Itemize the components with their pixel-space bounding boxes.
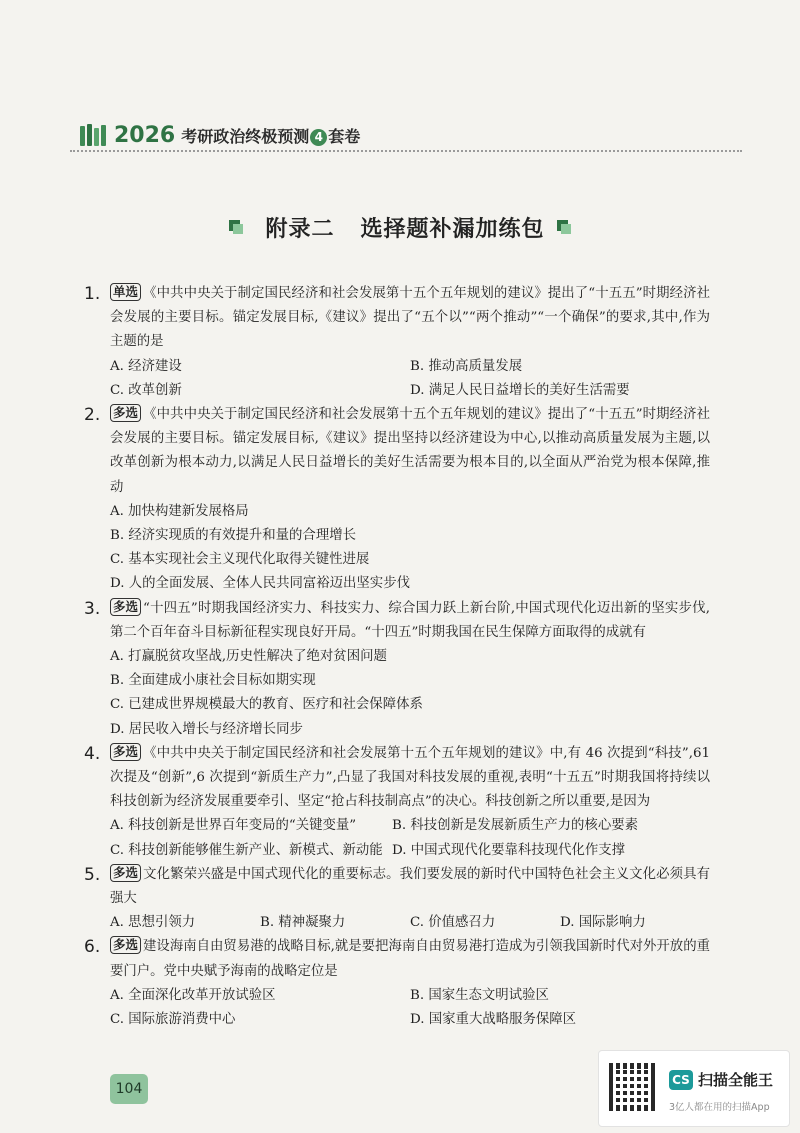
page-number: 104 [110,1074,148,1104]
option-row [110,1008,710,1032]
header-year: 2026 [114,122,176,148]
question-type-tag: 多选 [110,598,141,616]
scanner-app-name: 扫描全能王 [698,1071,774,1089]
question-number: 4. [84,743,101,764]
question-stem [110,742,710,815]
option-row [110,911,710,935]
option: B. 全面建成小康社会目标如期实现 [110,673,316,689]
header-circled-number: 4 [310,129,327,146]
option: C. 改革创新 [110,382,182,398]
option: B. 精神凝聚力 [260,915,346,931]
option: C. 已建成世界规模最大的教育、医疗和社会保障体系 [110,697,423,713]
question-list [84,282,710,1032]
question-type-tag: 单选 [110,283,141,301]
question-number: 3. [84,598,101,619]
option-row [110,379,710,403]
question-type-tag: 多选 [110,864,141,882]
option: A. 经济建设 [110,358,182,374]
option-row [110,814,710,838]
question-type-tag: 多选 [110,936,141,954]
qr-code-icon [609,1063,657,1111]
header-title-pre: 考研政治终极预测 [181,126,310,146]
appendix-heading [0,212,800,243]
header-title-post: 套卷 [328,126,361,146]
running-header [80,121,360,149]
question-number: 1. [84,284,101,304]
question-text: “十四五”时期我国经济实力、科技实力、综合国力跃上新台阶,中国式现代化迈出新的坚实步伐,第二个百年奋斗目标新征程实现良好开局。“十四五”时期我国在民生保障方面取得的成就有 [110,600,710,640]
option: C. 国际旅游消费中心 [110,1012,236,1028]
option-row [110,839,710,863]
question-stem [110,935,710,983]
option: A. 全面深化改革开放试验区 [110,987,276,1003]
option: D. 居民收入增长与经济增长同步 [110,721,303,737]
option: B. 科技创新是发展新质生产力的核心要素 [392,818,638,834]
square-ornament-icon [229,220,243,234]
option: D. 人的全面发展、全体人民共同富裕迈出坚实步伐 [110,576,410,592]
question-stem [110,863,710,911]
option: C. 基本实现社会主义现代化取得关键性进展 [110,552,370,568]
option-row [110,984,710,1008]
scanner-watermark [598,1050,790,1127]
question-stem [110,282,710,355]
question [84,742,710,863]
question-text: 《中共中央关于制定国民经济和社会发展第十五个五年规划的建议》提出了“十五五”时期经济社会发展的主要目标。锚定发展目标,《建议》提出坚持以经济建设为中心,以推动高质量发展为主题,以改革创新为根本动力,以满足人民日益增长的美好生活需要为根本目的,以全面从严治党为根本保障,推动 [110,407,710,495]
appendix-label: 附录二 [265,217,335,242]
option: B. 推动高质量发展 [410,358,523,374]
question [84,403,710,597]
question-stem [110,597,710,645]
option: A. 加快构建新发展格局 [110,503,249,519]
option: D. 国家重大战略服务保障区 [410,1012,577,1028]
question-text: 《中共中央关于制定国民经济和社会发展第十五个五年规划的建议》中,有 46 次提到“科技”,61 次提及“创新”,6 次提到“新质生产力”,凸显了我国对科技发展的重视,表明“十五五”时期我国将持续以科技创新为经济发展重要牵引、坚定“抢占科技制高点”的决心。科技创新之所以重要,是因为 [110,745,710,810]
option: A. 科技创新是世界百年变局的“关键变量” [110,818,357,834]
books-icon [80,124,106,146]
question-number: 5. [84,864,101,885]
square-ornament-icon [557,220,571,234]
question-text: 《中共中央关于制定国民经济和社会发展第十五个五年规划的建议》提出了“十五五”时期经济社会发展的主要目标。锚定发展目标,《建议》提出了“五个以”“两个推动”“一个确保”的要求,其中,作为主题的是 [110,286,710,350]
question [84,863,710,936]
question-text: 文化繁荣兴盛是中国式现代化的重要标志。我们要发展的新时代中国特色社会主义文化必须具有强大 [110,866,710,907]
question [84,597,710,742]
option: B. 经济实现质的有效提升和量的合理增长 [110,528,356,544]
header-title [181,124,360,147]
question [84,935,710,1032]
option: D. 国际影响力 [560,915,646,931]
option: D. 满足人民日益增长的美好生活需要 [410,382,630,398]
question-type-tag: 多选 [110,743,141,761]
option: A. 打赢脱贫攻坚战,历史性解决了绝对贫困问题 [110,649,387,665]
appendix-title: 选择题补漏加练包 [360,217,545,242]
question-number: 6. [84,937,101,958]
option: C. 价值感召力 [410,915,496,931]
question-stem [110,403,710,500]
option-row [110,355,710,379]
cs-logo-icon: CS [669,1070,693,1090]
option: A. 思想引领力 [110,915,196,931]
option: C. 科技创新能够催生新产业、新模式、新动能 [110,842,383,858]
option: B. 国家生态文明试验区 [410,987,549,1003]
header-divider [70,150,742,152]
scanner-logo [669,1069,773,1090]
scanner-slogan: 3亿人都在用的扫描App [669,1102,770,1113]
question [84,282,710,403]
option: D. 中国式现代化要靠科技现代化作支撑 [392,842,626,858]
question-type-tag: 多选 [110,404,141,422]
question-number: 2. [84,405,101,426]
question-text: 建设海南自由贸易港的战略目标,就是要把海南自由贸易港打造成为引领我国新时代对外开放的重要门户。党中央赋予海南的战略定位是 [110,939,710,979]
